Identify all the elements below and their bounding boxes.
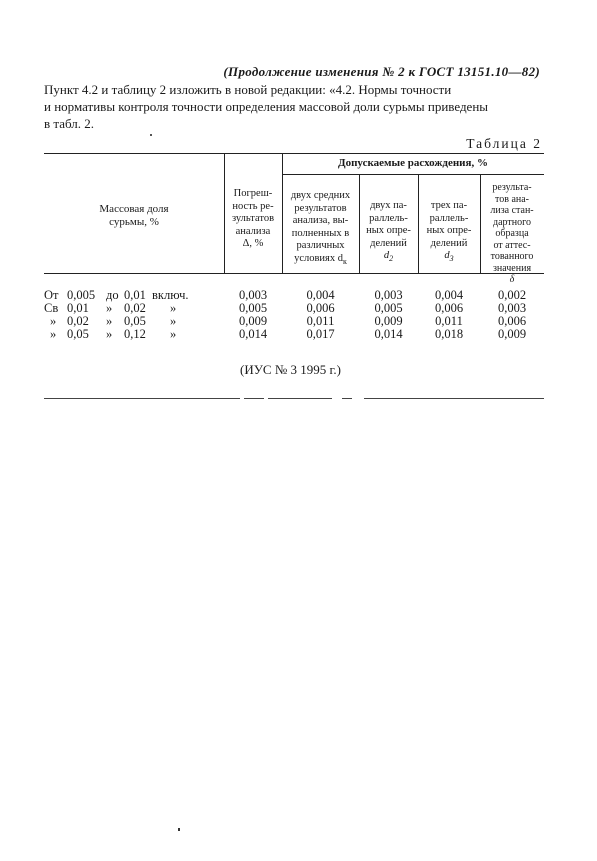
row-from-value: 0,05 [67, 327, 89, 341]
cell-delta: 0,009 [497, 327, 527, 341]
subscript-2: 2 [389, 254, 394, 264]
header-two-means-line-1: двух средних [290, 190, 351, 201]
cell-d3: 0,004 [434, 288, 464, 302]
row-connector: до [106, 288, 119, 302]
header-standard-line-5: образца [495, 228, 529, 239]
header-standard-line-9: δ [509, 274, 515, 285]
row-prefix: От [44, 288, 59, 302]
row-to-value: 0,01 [124, 288, 146, 302]
paragraph-line-1: Пункт 4.2 и таблицу 2 изложить в новой редакции: «4.2. Нормы точности [44, 82, 452, 97]
cell-delta: 0,002 [497, 288, 527, 302]
cell-d2: 0,014 [374, 327, 403, 341]
header-error-line-5: Δ, % [242, 238, 264, 249]
scan-speck [178, 828, 180, 831]
header-standard-line-6: от аттес- [493, 239, 531, 251]
row-to-value: 0,05 [124, 314, 146, 328]
closing-rule-segment [364, 398, 544, 399]
header-two-parallel-line-3: ных опре- [366, 225, 411, 236]
row-suffix: включ. [152, 288, 189, 302]
subscript-k: к [343, 256, 347, 266]
row-connector: » [106, 301, 113, 315]
closing-rule-segment [342, 398, 352, 399]
table-top-rule [44, 153, 544, 154]
cell-d3: 0,006 [434, 301, 464, 315]
row-suffix: » [170, 314, 177, 328]
paragraph-line-3: в табл. 2. [44, 116, 95, 131]
cell-error: 0,005 [238, 301, 268, 315]
header-standard-line-3: лиза стан- [490, 205, 534, 216]
header-two-parallel [359, 200, 418, 266]
header-mass-line-1: Массовая доля [99, 203, 169, 215]
row-from-value: 0,01 [67, 301, 89, 315]
closing-rule-segment [268, 398, 332, 399]
cell-delta: 0,006 [497, 314, 527, 328]
row-suffix: » [170, 301, 177, 315]
table-header-bottom-rule [44, 273, 544, 274]
header-three-parallel-line-4: делений [430, 237, 468, 249]
header-standard-line-4: дартного [493, 216, 531, 228]
cell-d2: 0,009 [374, 314, 403, 328]
closing-rule-segment [244, 398, 264, 399]
group-header-rule [282, 174, 544, 175]
header-three-parallel [418, 200, 480, 266]
symbol-d3: d [444, 250, 450, 261]
row-prefix: » [50, 314, 57, 328]
header-standard-line-8: значения [492, 262, 532, 274]
header-two-parallel-line-5 [359, 250, 418, 266]
header-error-line-1: Погреш- [233, 188, 273, 199]
row-from-value: 0,005 [67, 288, 96, 302]
header-error-line-2: ность ре- [232, 200, 274, 212]
group-header-permissible-discrepancies: Допускаемые расхождения, % [338, 157, 488, 169]
paragraph-line-2: и нормативы контроля точности определения массовой доли сурьмы приведены [44, 99, 489, 114]
cell-dk: 0,011 [306, 314, 335, 328]
header-standard-line-2: тов ана- [494, 193, 530, 205]
header-three-parallel-line-2: раллель- [429, 212, 469, 224]
cell-d2: 0,005 [374, 301, 403, 315]
cell-dk: 0,017 [306, 327, 335, 341]
symbol-d2: d [383, 250, 390, 261]
header-two-parallel-line-2: раллель- [369, 212, 408, 224]
header-error [224, 188, 282, 251]
cell-error: 0,014 [238, 327, 268, 341]
header-two-parallel-line-1: двух па- [370, 200, 407, 211]
header-two-means-line-2: результатов [294, 202, 347, 214]
header-two-parallel-line-4: делений [370, 237, 407, 249]
symbol-dk: условиях d [294, 252, 344, 264]
cell-error: 0,003 [238, 288, 268, 302]
row-prefix: » [50, 327, 57, 341]
cell-d2: 0,003 [374, 288, 403, 302]
cell-d3: 0,011 [435, 314, 463, 328]
header-mass-fraction [44, 203, 224, 229]
closing-rule-segment [44, 398, 240, 399]
header-two-means-line-3: анализа, вы- [292, 215, 349, 226]
row-to-value: 0,12 [124, 327, 146, 341]
header-standard-sample [480, 182, 544, 286]
page-header: (Продолжение изменения № 2 к ГОСТ 13151.10—82) [223, 64, 540, 79]
row-connector: » [106, 314, 113, 328]
cell-dk: 0,004 [306, 288, 335, 302]
header-standard-line-1: результа- [492, 182, 532, 193]
header-two-means-line-5: различных [296, 240, 345, 251]
header-two-means-line-6 [282, 253, 359, 269]
header-three-parallel-line-3: ных опре- [426, 225, 472, 236]
cell-error: 0,009 [238, 314, 268, 328]
scan-speck [150, 134, 152, 136]
header-mass-line-2: сурьмы, % [109, 216, 159, 228]
cell-delta: 0,003 [497, 301, 527, 315]
cell-dk: 0,006 [306, 301, 335, 315]
header-three-parallel-line-1: трех па- [430, 200, 468, 211]
row-prefix: Св [44, 301, 59, 315]
header-error-line-3: зультатов [231, 213, 275, 224]
header-standard-line-7: тованного [490, 251, 534, 262]
row-connector: » [106, 327, 113, 341]
header-two-means-line-4: полненных в [291, 227, 350, 239]
source-note: (ИУС № 3 1995 г.) [240, 362, 341, 377]
row-suffix: » [170, 327, 177, 341]
row-to-value: 0,02 [124, 301, 146, 315]
header-three-parallel-line-5 [418, 250, 480, 266]
row-from-value: 0,02 [67, 314, 89, 328]
table-label: Таблица 2 [466, 136, 542, 151]
header-error-line-4: анализа [235, 225, 271, 237]
header-two-means [282, 190, 359, 268]
cell-d3: 0,018 [434, 327, 464, 341]
subscript-3: 3 [449, 254, 454, 264]
